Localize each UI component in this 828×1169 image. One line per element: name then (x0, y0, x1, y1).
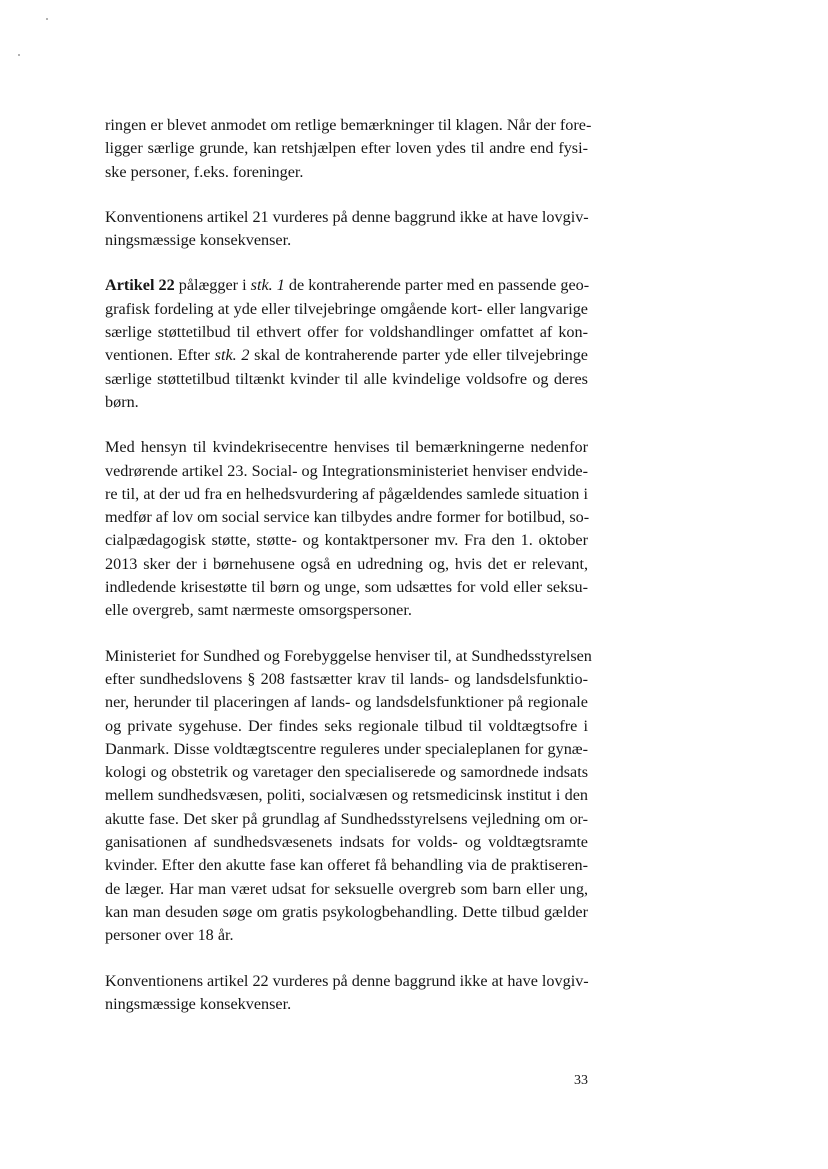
text-line: indledende krisestøtte til børn og unge, som udsættes for vold eller seksu- (105, 578, 588, 597)
text-line: Konventionens artikel 21 vurderes på denne baggrund ikke at have lovgiv- (105, 207, 589, 226)
text-run: pålægger i (174, 276, 251, 295)
text-run: ventionen. Efter (105, 346, 215, 365)
text-line: ganisationen af sundhedsvæsenets indsats for volds- og voldtægtsramte (105, 833, 588, 852)
paragraph-4 (105, 436, 588, 622)
text-line: ningsmæssige konsekvenser. (105, 994, 292, 1013)
text-line: særlige støttetilbud til ethvert offer for voldshandlinger omfattet af kon- (105, 323, 588, 342)
paragraph-2 (105, 206, 588, 253)
text-line: ringen er blevet anmodet om retlige bemærkninger til klagen. Når der fore- (105, 116, 592, 134)
text-line: efter sundhedslovens § 208 fastsætter krav til lands- og landsdelsfunktio- (105, 669, 588, 688)
text-line: og private sygehuse. Der findes seks regionale tilbud til voldtægtsofre i (105, 716, 588, 735)
text-line: kan man desuden søge om gratis psykologbehandling. Dette tilbud gælder (105, 902, 588, 921)
text-line: ske personer, f.eks. foreninger. (105, 162, 304, 181)
scan-speck (46, 18, 48, 20)
text-line: Danmark. Disse voldtægtscentre reguleres under specialeplanen for gynæ- (105, 739, 588, 758)
paragraph-5 (105, 645, 592, 948)
text-line: ligger særlige grunde, kan retshjælpen efter loven ydes til andre end fysi- (105, 139, 588, 158)
body-text (105, 114, 592, 1038)
page-number: 33 (574, 1073, 588, 1088)
text-line: re til, at der ud fra en helhedsvurdering af pågældendes samlede situation i (105, 484, 588, 503)
text-line: elle overgreb, samt nærmeste omsorgspersoner. (105, 601, 412, 620)
text-line (105, 344, 588, 367)
text-line: kvinder. Efter den akutte fase kan offeret få behandling via de praktiseren- (105, 856, 588, 875)
text-line: de læger. Har man været udsat for seksuelle overgreb som barn eller ung, (105, 879, 588, 898)
text-line: børn. (105, 392, 139, 411)
article-heading: Artikel 22 (105, 276, 175, 295)
text-line: grafisk fordeling at yde eller tilvejebringe omgående kort- eller langvarige (105, 299, 588, 318)
text-line: Med hensyn til kvindekrisecentre henvises til bemærkningerne nedenfor (105, 438, 588, 457)
text-line: kologi og obstetrik og varetager den specialiserede og samordnede indsats (105, 763, 588, 782)
text-line: vedrørende artikel 23. Social- og Integrationsministeriet henviser endvide- (105, 461, 588, 480)
scan-speck (18, 54, 20, 56)
text-line: mellem sundhedsvæsen, politi, socialvæsen og retsmedicinsk institut i den (105, 786, 588, 805)
text-line: personer over 18 år. (105, 926, 234, 945)
text-line: akutte fase. Det sker på grundlag af Sundhedsstyrelsens vejledning om or- (105, 809, 588, 828)
italic-reference: stk. 2 (214, 346, 250, 365)
text-line: 2013 sker der i børnehusene også en udredning og, hvis det er relevant, (105, 554, 588, 573)
text-run: skal de kontraherende parter yde eller tilvejebringe (249, 346, 588, 365)
italic-reference: stk. 1 (250, 276, 285, 295)
text-line: særlige støttetilbud tiltænkt kvinder til alle kvindelige voldsofre og deres (105, 369, 588, 388)
text-line (105, 274, 588, 297)
text-line: ner, herunder til placeringen af lands- og landsdelsfunktioner på regionale (105, 693, 588, 712)
text-line: medfør af lov om social service kan tilbydes andre former for botilbud, so- (105, 508, 590, 527)
paragraph-3 (105, 274, 588, 414)
paragraph-1 (105, 114, 592, 184)
text-line: cialpædagogisk støtte, støtte- og kontaktpersoner mv. Fra den 1. oktober (105, 531, 588, 550)
text-line: Ministeriet for Sundhed og Forebyggelse henviser til, at Sundhedsstyrelsen (105, 646, 592, 665)
text-line: Konventionens artikel 22 vurderes på denne baggrund ikke at have lovgiv- (105, 971, 589, 990)
text-line: ningsmæssige konsekvenser. (105, 231, 292, 250)
text-run: de kontraherende parter med en passende geo- (284, 276, 590, 295)
paragraph-6 (105, 970, 588, 1017)
